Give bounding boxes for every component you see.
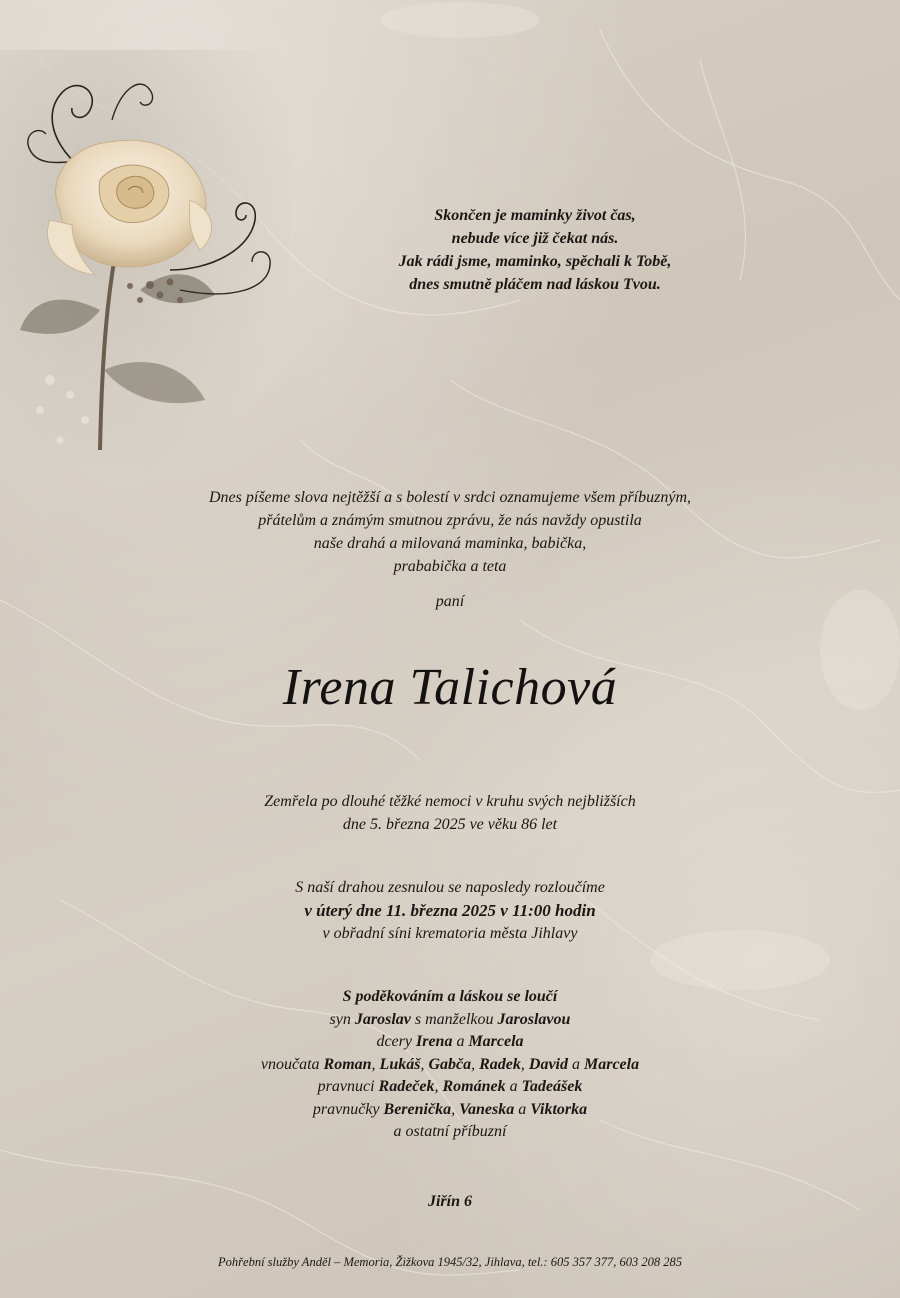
poem-line: dnes smutně pláčem nad láskou Tvou. <box>409 276 661 293</box>
relative-name: David <box>528 1055 568 1073</box>
farewell-place: v obřadní síni krematoria města Jihlavy <box>322 925 578 942</box>
family-list <box>0 986 900 1144</box>
poem-line: Jak rádi jsme, maminko, spěchali k Tobě, <box>398 253 672 270</box>
family-grandchildren-line <box>0 1054 900 1077</box>
announcement-line: přátelům a známým smutnou zprávu, že nás navždy opustila <box>258 512 642 529</box>
family-heading: S poděkováním a láskou se loučí <box>342 988 558 1005</box>
relative-name: Gabča <box>428 1055 472 1073</box>
poem <box>320 204 750 296</box>
conjunction: a <box>514 1100 531 1118</box>
relative-name: Marcela <box>584 1055 640 1073</box>
relative-name: Marcela <box>468 1033 524 1050</box>
death-info <box>0 790 900 836</box>
relative-name: Vaneska <box>459 1100 515 1118</box>
relation-label: dcery <box>376 1033 416 1050</box>
rose-illustration <box>0 50 290 470</box>
separator: , <box>471 1055 480 1073</box>
relation-label: vnoučata <box>260 1055 324 1073</box>
relative-name: Radek <box>479 1055 521 1073</box>
conjunction: a <box>505 1078 522 1095</box>
family-daughters-line <box>0 1031 900 1054</box>
announcement-line: prababička a teta <box>393 558 507 575</box>
death-info-line: dne 5. března 2025 ve věku 86 let <box>342 816 558 833</box>
conjunction: a <box>568 1055 584 1073</box>
relative-name: Berenička <box>383 1100 452 1118</box>
relative-name: Viktorka <box>530 1100 588 1118</box>
relation-label: pravnuci <box>317 1078 379 1095</box>
funeral-service-footer: Pohřební služby Anděl – Memoria, Žižkova 1945/32, Jihlava, tel.: 605 357 377, 603 208 285 <box>218 1255 682 1269</box>
death-info-line: Zemřela po dlouhé těžké nemoci v kruhu svých nejbližších <box>264 793 636 810</box>
relative-name: Lukáš <box>379 1055 421 1073</box>
relative-name: Jaroslav <box>354 1010 411 1028</box>
farewell-intro: S naší drahou zesnulou se naposledy rozloučíme <box>295 879 605 896</box>
family-great-grandsons-line <box>0 1076 900 1099</box>
relation-label: s manželkou <box>410 1010 498 1028</box>
conjunction: a <box>452 1033 469 1050</box>
relative-name: Irena <box>415 1033 453 1050</box>
poem-line: nebude více již čekat nás. <box>451 230 619 247</box>
separator: , <box>451 1100 460 1118</box>
farewell-date-time: v úterý dne 11. března 2025 v 11:00 hodin <box>304 901 596 920</box>
relative-name: Románek <box>442 1078 506 1095</box>
family-others: a ostatní příbuzní <box>393 1123 507 1140</box>
farewell-info <box>0 876 900 945</box>
deceased-name: Irena Talichová <box>282 659 618 716</box>
separator: , <box>520 1055 529 1073</box>
poem-line: Skončen je maminky život čas, <box>434 207 636 224</box>
title-word: paní <box>435 593 465 610</box>
relative-name: Jaroslavou <box>497 1010 571 1028</box>
separator: , <box>420 1055 429 1073</box>
relative-name: Tadeášek <box>521 1078 583 1095</box>
separator: , <box>434 1078 443 1095</box>
relation-label: pravnučky <box>312 1100 384 1118</box>
family-address: Jiřín 6 <box>427 1193 472 1210</box>
relation-label: syn <box>329 1010 355 1028</box>
announcement-line: naše drahá a milovaná maminka, babička, <box>313 535 587 552</box>
announcement <box>0 486 900 578</box>
family-great-granddaughters-line <box>0 1099 900 1122</box>
relative-name: Radeček <box>378 1078 435 1095</box>
separator: , <box>371 1055 380 1073</box>
family-son-line <box>0 1009 900 1032</box>
announcement-line: Dnes píšeme slova nejtěžší a s bolestí v srdci oznamujeme všem příbuzným, <box>209 489 691 506</box>
relative-name: Roman <box>323 1055 372 1073</box>
